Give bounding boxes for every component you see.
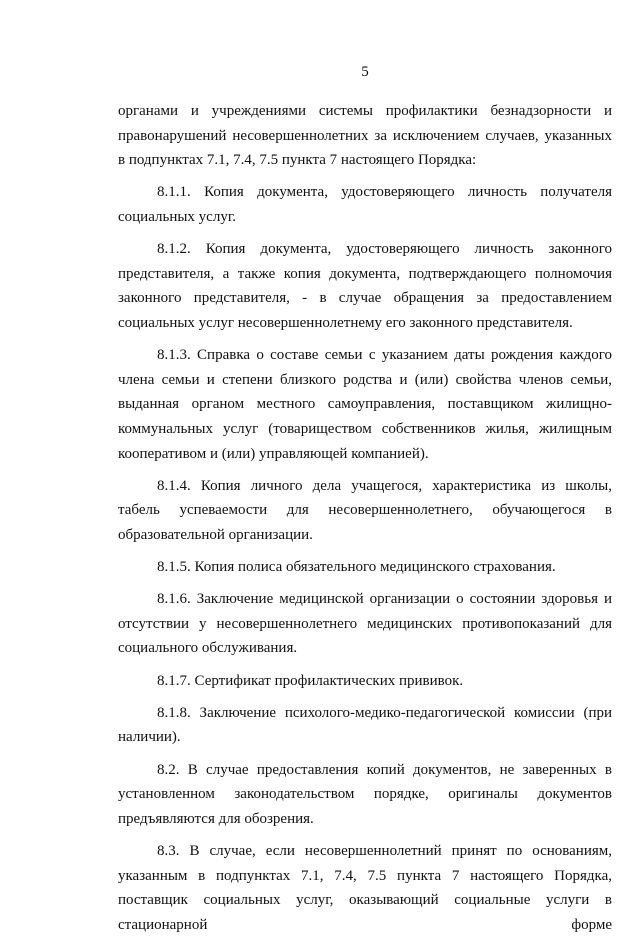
paragraph-8-1-3: 8.1.3. Справка о составе семьи с указанием даты рождения каждого члена семьи и степени близкого родства и (или) свойства членов семьи, выданная органом местного самоуправления, поставщиком жилищно-коммунальных услуг (товариществом собственников жилья, жилищным кооперативом и (или) управляющей компанией). <box>118 347 612 462</box>
paragraph-8-3: 8.3. В случае, если несовершеннолетний принят по основаниям, указанным в подпунктах 7.1, 7.4, 7.5 пункта 7 настоящего Порядка, поставщик социальных услуг, оказывающий социальные услуги в стационарной форме <box>118 842 612 933</box>
paragraph-8-1-1: 8.1.1. Копия документа, удостоверяющего личность получателя социальных услуг. <box>118 184 612 225</box>
document-page <box>118 62 612 945</box>
paragraph-8-1-4: 8.1.4. Копия личного дела учащегося, характеристика из школы, табель успеваемости для несовершеннолетнего, обучающегося в образовательной организации. <box>118 477 612 543</box>
paragraph-8-1-2: 8.1.2. Копия документа, удостоверяющего личность законного представителя, а также копия документа, подтверждающего полномочия законного представителя, - в случае обращения за предоставлением социальных услуг несовершеннолетнему его законного представителя. <box>118 241 612 331</box>
page-number: 5 <box>361 64 369 80</box>
paragraph-8-1-7: 8.1.7. Сертификат профилактических прививок. <box>157 672 464 689</box>
paragraph-8-1-5: 8.1.5. Копия полиса обязательного медицинского страхования. <box>157 559 556 576</box>
paragraph-8-2: 8.2. В случае предоставления копий документов, не заверенных в установленном законодательством порядке, оригиналы документов предъявляются для обозрения. <box>118 761 612 827</box>
paragraph-8-1-8: 8.1.8. Заключение психолого-медико-педагогической комиссии (при наличии). <box>118 704 612 746</box>
paragraph-8-1-6: 8.1.6. Заключение медицинской организации о состоянии здоровья и отсутствии у несовершеннолетнего медицинских противопоказаний для социального обслуживания. <box>118 591 612 657</box>
paragraph-intro-continuation: органами и учреждениями системы профилактики безнадзорности и правонарушений несовершеннолетних за исключением случаев, указанных в подпунктах 7.1, 7.4, 7.5 пункта 7 настоящего Порядка: <box>118 103 612 169</box>
